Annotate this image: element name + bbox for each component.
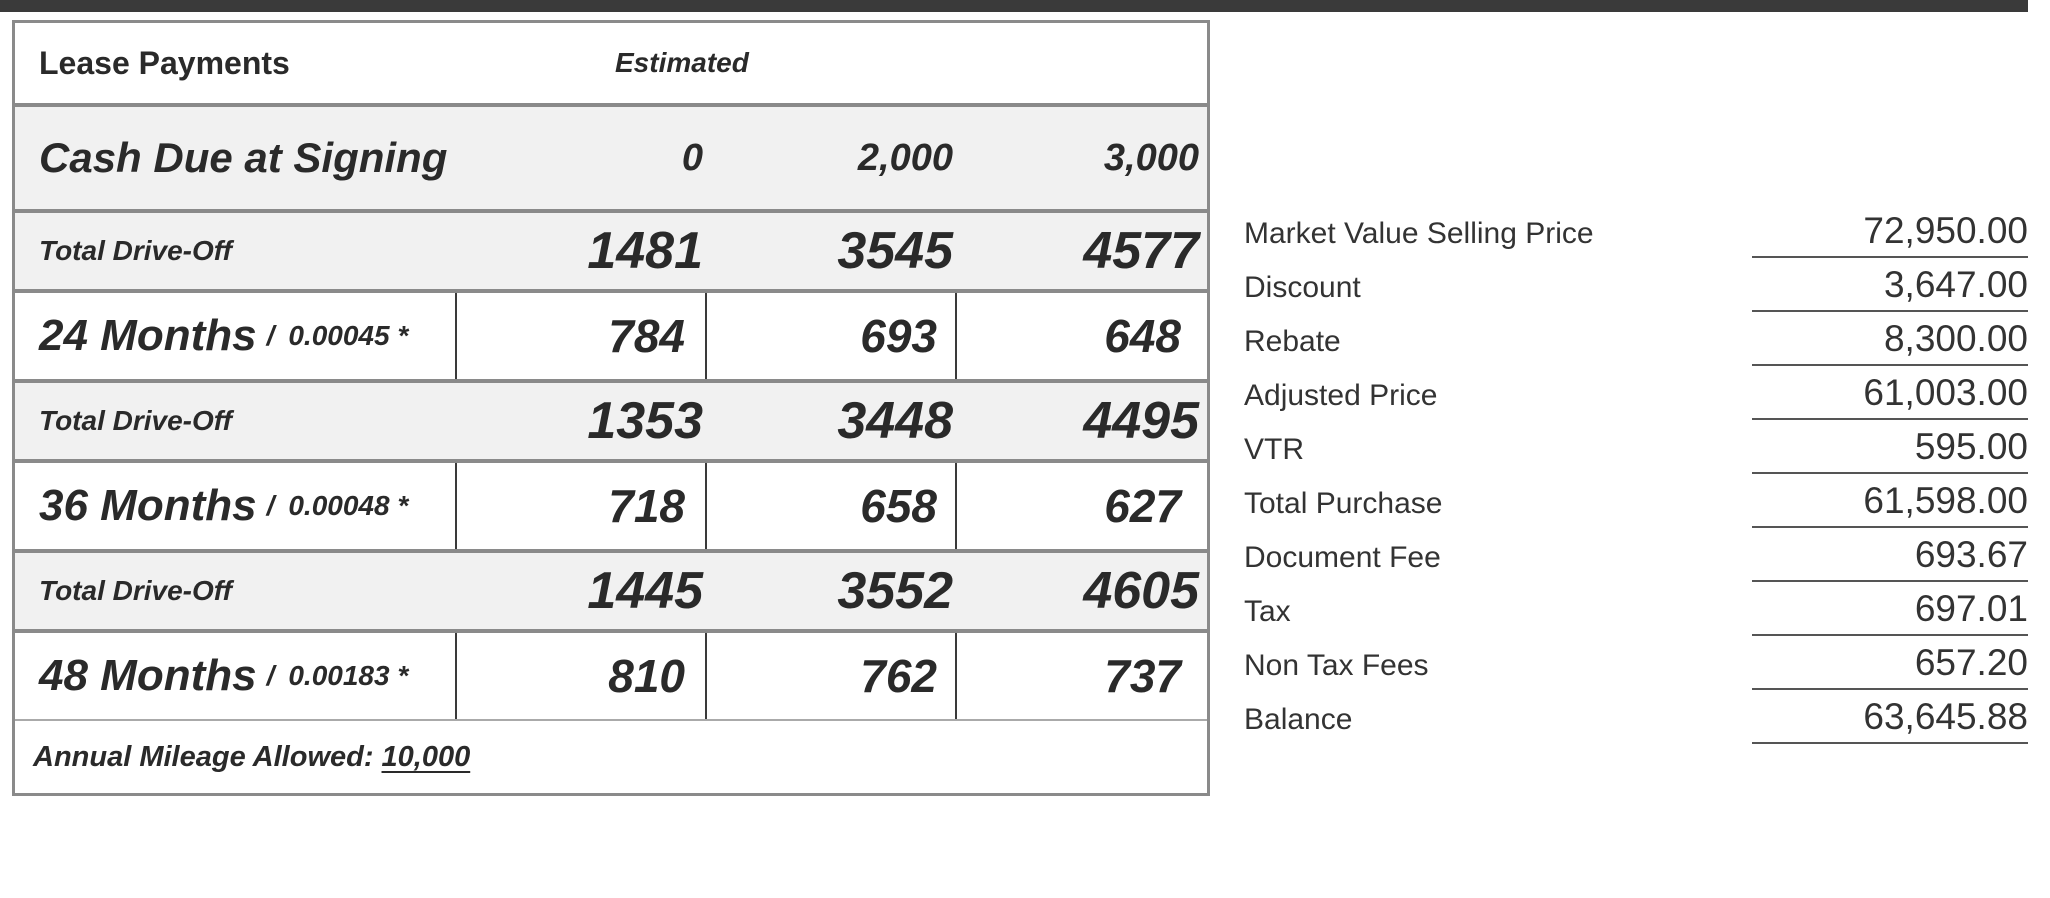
summary-value: 63,645.88 [1863, 696, 2028, 737]
drive-off-amount: 3552 [837, 562, 953, 620]
summary-value: 8,300.00 [1883, 318, 2028, 359]
summary-row [1244, 420, 2028, 474]
summary-row [1244, 366, 2028, 420]
monthly-payment: 627 [1104, 480, 1181, 532]
monthly-payment: 718 [608, 480, 685, 532]
mileage-value: 10,000 [381, 740, 471, 773]
drive-off-amount: 3448 [837, 392, 953, 450]
drive-off-amount: 4605 [1083, 562, 1199, 620]
drive-off-row [15, 383, 1207, 459]
drive-off-amount: 1353 [587, 392, 703, 450]
summary-row [1244, 204, 2028, 258]
monthly-payment: 693 [860, 310, 937, 362]
column-divider [455, 463, 457, 549]
monthly-payment: 737 [1104, 650, 1181, 702]
summary-label: Balance [1244, 703, 1353, 736]
monthly-payment: 762 [860, 650, 937, 702]
monthly-payment: 784 [608, 310, 685, 362]
monthly-payment: 658 [860, 480, 937, 532]
summary-row [1244, 528, 2028, 582]
drive-off-label: Total Drive-Off [39, 405, 232, 436]
cash-due-amount: 0 [681, 136, 703, 179]
cash-due-row [15, 107, 1207, 209]
term-rate: 0.00183 * [288, 660, 409, 691]
summary-row [1244, 474, 2028, 528]
summary-label: Total Purchase [1244, 487, 1443, 520]
summary-label: VTR [1244, 433, 1304, 466]
lease-header-row [15, 23, 1207, 103]
summary-label: Discount [1244, 271, 1361, 304]
term-months: 36 Months [39, 481, 257, 530]
term-row-36 [15, 463, 1207, 549]
summary-label: Document Fee [1244, 541, 1441, 574]
cash-due-amount: 2,000 [857, 136, 953, 179]
column-divider [955, 293, 957, 379]
term-months: 24 Months [39, 311, 257, 360]
term-separator: / [266, 660, 275, 691]
lease-title: Lease Payments [39, 44, 290, 81]
estimated-label: Estimated [615, 47, 749, 78]
monthly-payment: 810 [608, 650, 685, 702]
summary-value: 693.67 [1914, 534, 2028, 575]
cash-due-amount: 3,000 [1103, 136, 1199, 179]
term-separator: / [266, 490, 275, 521]
column-divider [455, 293, 457, 379]
term-row-48 [15, 633, 1207, 719]
drive-off-label: Total Drive-Off [39, 235, 232, 266]
summary-value: 61,598.00 [1863, 480, 2028, 521]
top-rule [0, 0, 2028, 12]
summary-value: 595.00 [1914, 426, 2028, 467]
column-divider [955, 633, 957, 719]
column-divider [705, 463, 707, 549]
summary-row [1244, 690, 2028, 744]
summary-value: 72,950.00 [1863, 210, 2028, 251]
summary-label: Adjusted Price [1244, 379, 1438, 412]
term-label [39, 463, 408, 549]
drive-off-amount: 3545 [837, 222, 953, 280]
summary-row [1244, 636, 2028, 690]
drive-off-amount: 1481 [587, 222, 703, 280]
column-divider [705, 293, 707, 379]
summary-value: 61,003.00 [1863, 372, 2028, 413]
mileage-info [33, 721, 470, 793]
column-divider [455, 633, 457, 719]
summary-label: Tax [1244, 595, 1291, 628]
lease-payments-table [12, 20, 1210, 796]
summary-label: Rebate [1244, 325, 1341, 358]
summary-value: 657.20 [1914, 642, 2028, 683]
summary-label: Non Tax Fees [1244, 649, 1429, 682]
summary-row [1244, 312, 2028, 366]
drive-off-row [15, 553, 1207, 629]
mileage-label: Annual Mileage Allowed: [33, 740, 374, 773]
term-row-24 [15, 293, 1207, 379]
summary-value: 697.01 [1914, 588, 2028, 629]
term-separator: / [266, 320, 275, 351]
drive-off-label: Total Drive-Off [39, 575, 232, 606]
summary-label: Market Value Selling Price [1244, 217, 1594, 250]
term-rate: 0.00048 * [288, 490, 409, 521]
term-rate: 0.00045 * [288, 320, 409, 351]
column-divider [705, 633, 707, 719]
monthly-payment: 648 [1104, 310, 1181, 362]
column-divider [955, 463, 957, 549]
summary-value: 3,647.00 [1883, 264, 2028, 305]
summary-row [1244, 582, 2028, 636]
drive-off-amount: 1445 [587, 562, 703, 620]
mileage-row [15, 721, 1207, 793]
term-label [39, 633, 408, 719]
term-label [39, 293, 408, 379]
drive-off-amount: 4495 [1083, 392, 1199, 450]
summary-row [1244, 258, 2028, 312]
cash-due-label: Cash Due at Signing [39, 134, 448, 181]
term-months: 48 Months [39, 651, 257, 700]
value-underline [1752, 742, 2028, 744]
drive-off-row [15, 213, 1207, 289]
price-summary [1244, 204, 2028, 744]
drive-off-amount: 4577 [1083, 222, 1199, 280]
